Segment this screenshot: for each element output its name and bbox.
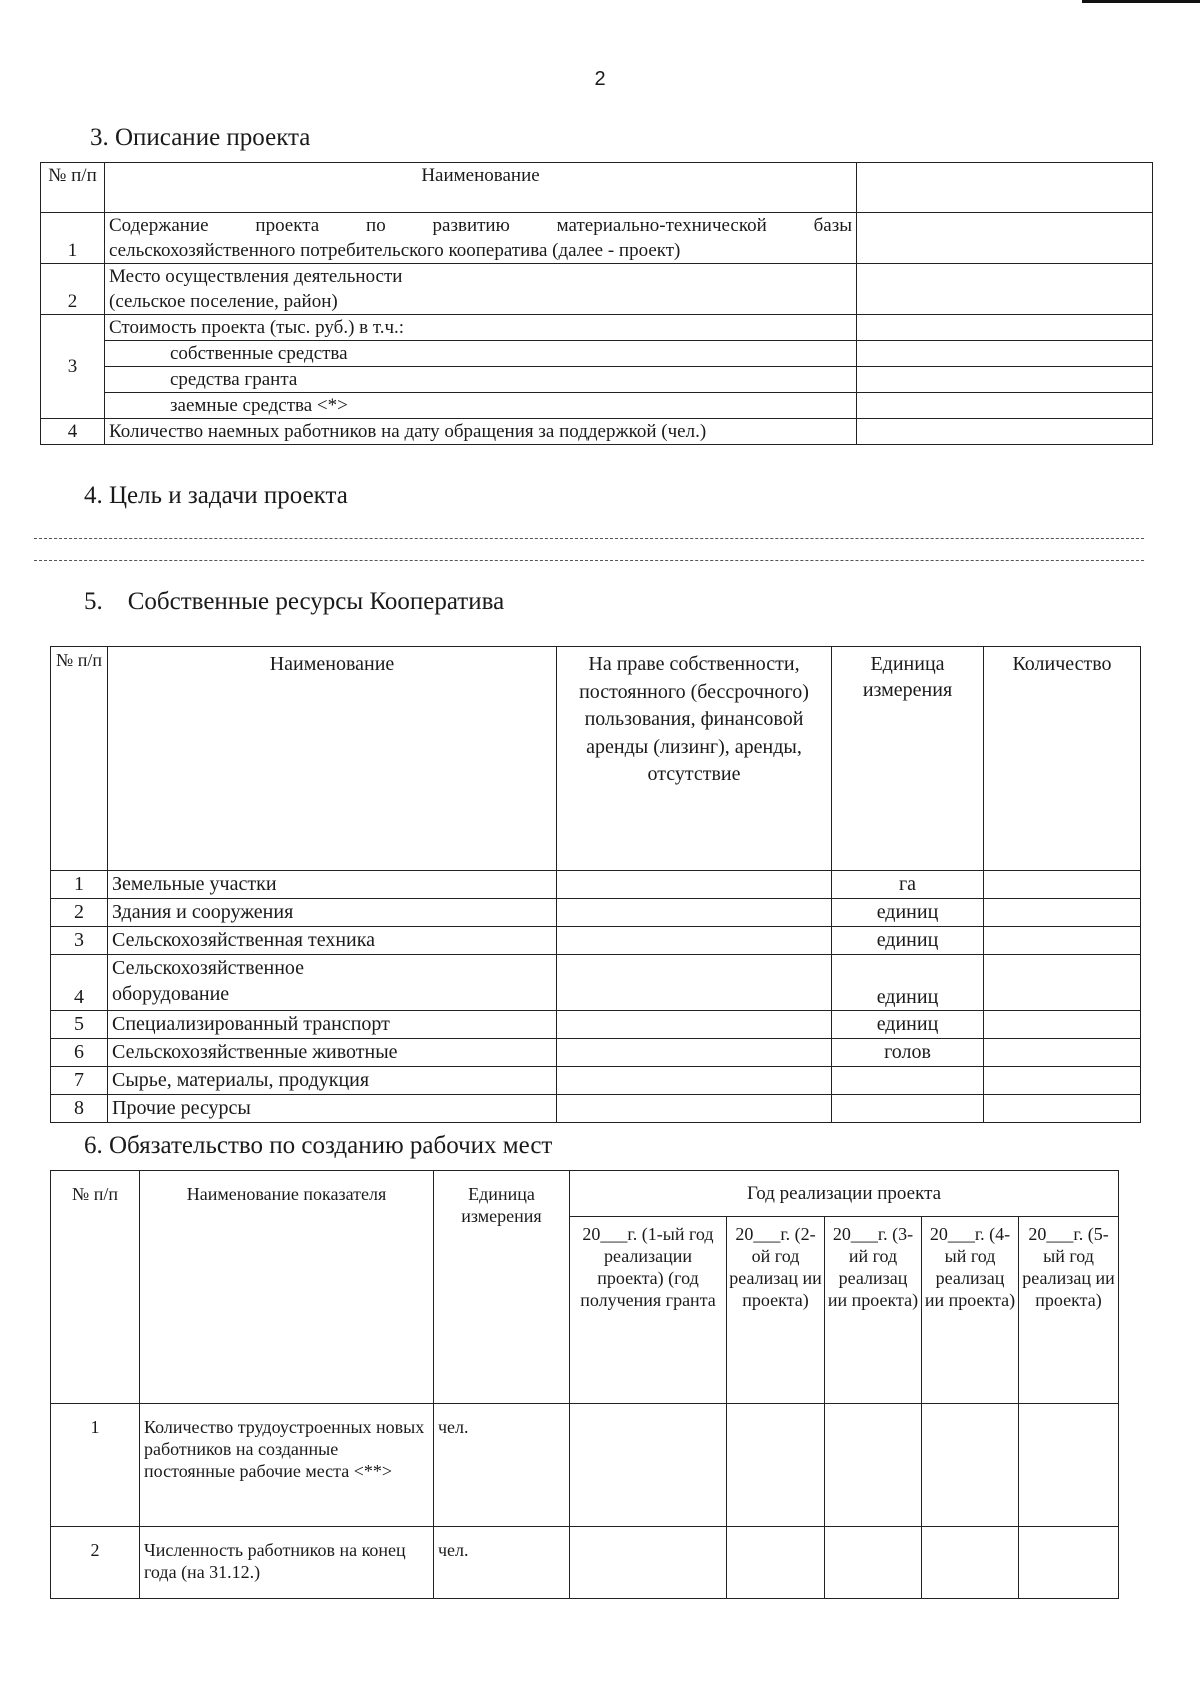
value-cell[interactable]	[825, 1404, 922, 1527]
row-name: Сырье, материалы, продукция	[108, 1067, 557, 1095]
value-cell[interactable]	[857, 419, 1153, 445]
row-name: Численность работников на конец года (на 31.12.)	[140, 1527, 434, 1599]
value-cell[interactable]	[570, 1404, 727, 1527]
right-cell[interactable]	[557, 1011, 832, 1039]
row-num: 2	[51, 1527, 140, 1599]
qty-cell[interactable]	[984, 871, 1141, 899]
year2-header: 20___г. (2-ой год реализац ии проекта)	[727, 1217, 825, 1404]
row-name: Сельскохозяйственная техника	[108, 927, 557, 955]
qty-cell[interactable]	[984, 927, 1141, 955]
own-resources-table	[50, 646, 1141, 1123]
right-cell[interactable]	[557, 1095, 832, 1123]
col-unit-header: Единица измерения	[434, 1171, 570, 1404]
unit-cell: единиц	[832, 1011, 984, 1039]
section5-title: 5. Собственные ресурсы Кооператива	[84, 588, 505, 615]
row-name: Содержание проекта по развитию материально-технической базы сельскохозяйственного потребительского кооператива (далее - проект)	[105, 213, 857, 264]
row-name: Здания и сооружения	[108, 899, 557, 927]
project-description-table	[40, 162, 1153, 445]
row-name: Стоимость проекта (тыс. руб.) в т.ч.:	[105, 315, 857, 341]
fill-line[interactable]	[34, 560, 1144, 561]
unit-cell: голов	[832, 1039, 984, 1067]
value-cell[interactable]	[857, 393, 1153, 419]
value-cell[interactable]	[857, 213, 1153, 264]
row-name: Сельскохозяйственное оборудование	[108, 955, 557, 1011]
row-name: Количество трудоустроенных новых работников на созданные постоянные рабочие места <**>	[140, 1404, 434, 1527]
row-name: Место осуществления деятельности (сельское поселение, район)	[105, 264, 857, 315]
unit-cell: единиц	[832, 927, 984, 955]
row-num: 3	[51, 927, 108, 955]
value-cell[interactable]	[1019, 1527, 1119, 1599]
right-cell[interactable]	[557, 955, 832, 1011]
page-number: 2	[594, 68, 606, 90]
jobs-commitment-table	[50, 1170, 1119, 1599]
col-name-header: Наименование показателя	[140, 1171, 434, 1404]
row-num: 1	[41, 213, 105, 264]
year4-header: 20___г. (4-ый год реализац ии проекта)	[922, 1217, 1019, 1404]
col-num-header: № п/п	[51, 647, 108, 871]
value-cell[interactable]	[857, 315, 1153, 341]
row-name: Прочие ресурсы	[108, 1095, 557, 1123]
section6-title: 6. Обязательство по созданию рабочих мест	[84, 1132, 553, 1159]
row-num: 2	[51, 899, 108, 927]
fill-line[interactable]	[34, 538, 1144, 539]
row-num: 2	[41, 264, 105, 315]
row-num: 7	[51, 1067, 108, 1095]
right-cell[interactable]	[557, 899, 832, 927]
row-name: Сельскохозяйственные животные	[108, 1039, 557, 1067]
row-name: Специализированный транспорт	[108, 1011, 557, 1039]
year3-header: 20___г. (3-ий год реализац ии проекта)	[825, 1217, 922, 1404]
col-num-header: № п/п	[51, 1171, 140, 1404]
right-cell[interactable]	[557, 871, 832, 899]
unit-cell: чел.	[434, 1527, 570, 1599]
row-num: 8	[51, 1095, 108, 1123]
unit-cell: единиц	[832, 899, 984, 927]
qty-cell[interactable]	[984, 1039, 1141, 1067]
scan-edge-mark	[1082, 0, 1200, 3]
row-num: 1	[51, 1404, 140, 1527]
value-cell[interactable]	[922, 1527, 1019, 1599]
section3-title: 3. Описание проекта	[90, 124, 311, 151]
value-header-cell	[857, 163, 1153, 213]
row-name: Количество наемных работников на дату обращения за поддержкой (чел.)	[105, 419, 857, 445]
row-name: Земельные участки	[108, 871, 557, 899]
sub-row-grant-funds: средства гранта	[105, 367, 857, 393]
value-cell[interactable]	[857, 341, 1153, 367]
year5-header: 20___г. (5-ый год реализац ии проекта)	[1019, 1217, 1119, 1404]
value-cell[interactable]	[857, 367, 1153, 393]
right-cell[interactable]	[557, 1039, 832, 1067]
value-cell[interactable]	[727, 1404, 825, 1527]
unit-cell	[832, 1067, 984, 1095]
col-name-header: Наименование	[105, 163, 857, 213]
sub-row-borrowed-funds: заемные средства <*>	[105, 393, 857, 419]
qty-cell[interactable]	[984, 1011, 1141, 1039]
row-num: 3	[41, 315, 105, 419]
value-cell[interactable]	[857, 264, 1153, 315]
row-num: 6	[51, 1039, 108, 1067]
value-cell[interactable]	[727, 1527, 825, 1599]
value-cell[interactable]	[825, 1527, 922, 1599]
unit-cell: га	[832, 871, 984, 899]
qty-cell[interactable]	[984, 955, 1141, 1011]
row-num: 4	[41, 419, 105, 445]
unit-cell	[832, 1095, 984, 1123]
sub-row-own-funds: собственные средства	[105, 341, 857, 367]
col-name-header: Наименование	[108, 647, 557, 871]
unit-cell: чел.	[434, 1404, 570, 1527]
section4-title: 4. Цель и задачи проекта	[84, 482, 348, 509]
unit-cell: единиц	[832, 955, 984, 1011]
row-num: 1	[51, 871, 108, 899]
col-qty-header: Количество	[984, 647, 1141, 871]
right-cell[interactable]	[557, 927, 832, 955]
qty-cell[interactable]	[984, 1095, 1141, 1123]
right-cell[interactable]	[557, 1067, 832, 1095]
row-num: 4	[51, 955, 108, 1011]
year1-header: 20___г. (1-ый год реализации проекта) (год получения гранта	[570, 1217, 727, 1404]
qty-cell[interactable]	[984, 1067, 1141, 1095]
value-cell[interactable]	[1019, 1404, 1119, 1527]
col-num-header: № п/п	[41, 163, 105, 213]
qty-cell[interactable]	[984, 899, 1141, 927]
row-num: 5	[51, 1011, 108, 1039]
value-cell[interactable]	[922, 1404, 1019, 1527]
col-unit-header: Единица измерения	[832, 647, 984, 871]
value-cell[interactable]	[570, 1527, 727, 1599]
col-year-header: Год реализации проекта	[570, 1171, 1119, 1217]
col-right-header: На праве собственности, постоянного (бессрочного) пользования, финансовой аренды (лизинг), аренды, отсутствие	[557, 647, 832, 871]
